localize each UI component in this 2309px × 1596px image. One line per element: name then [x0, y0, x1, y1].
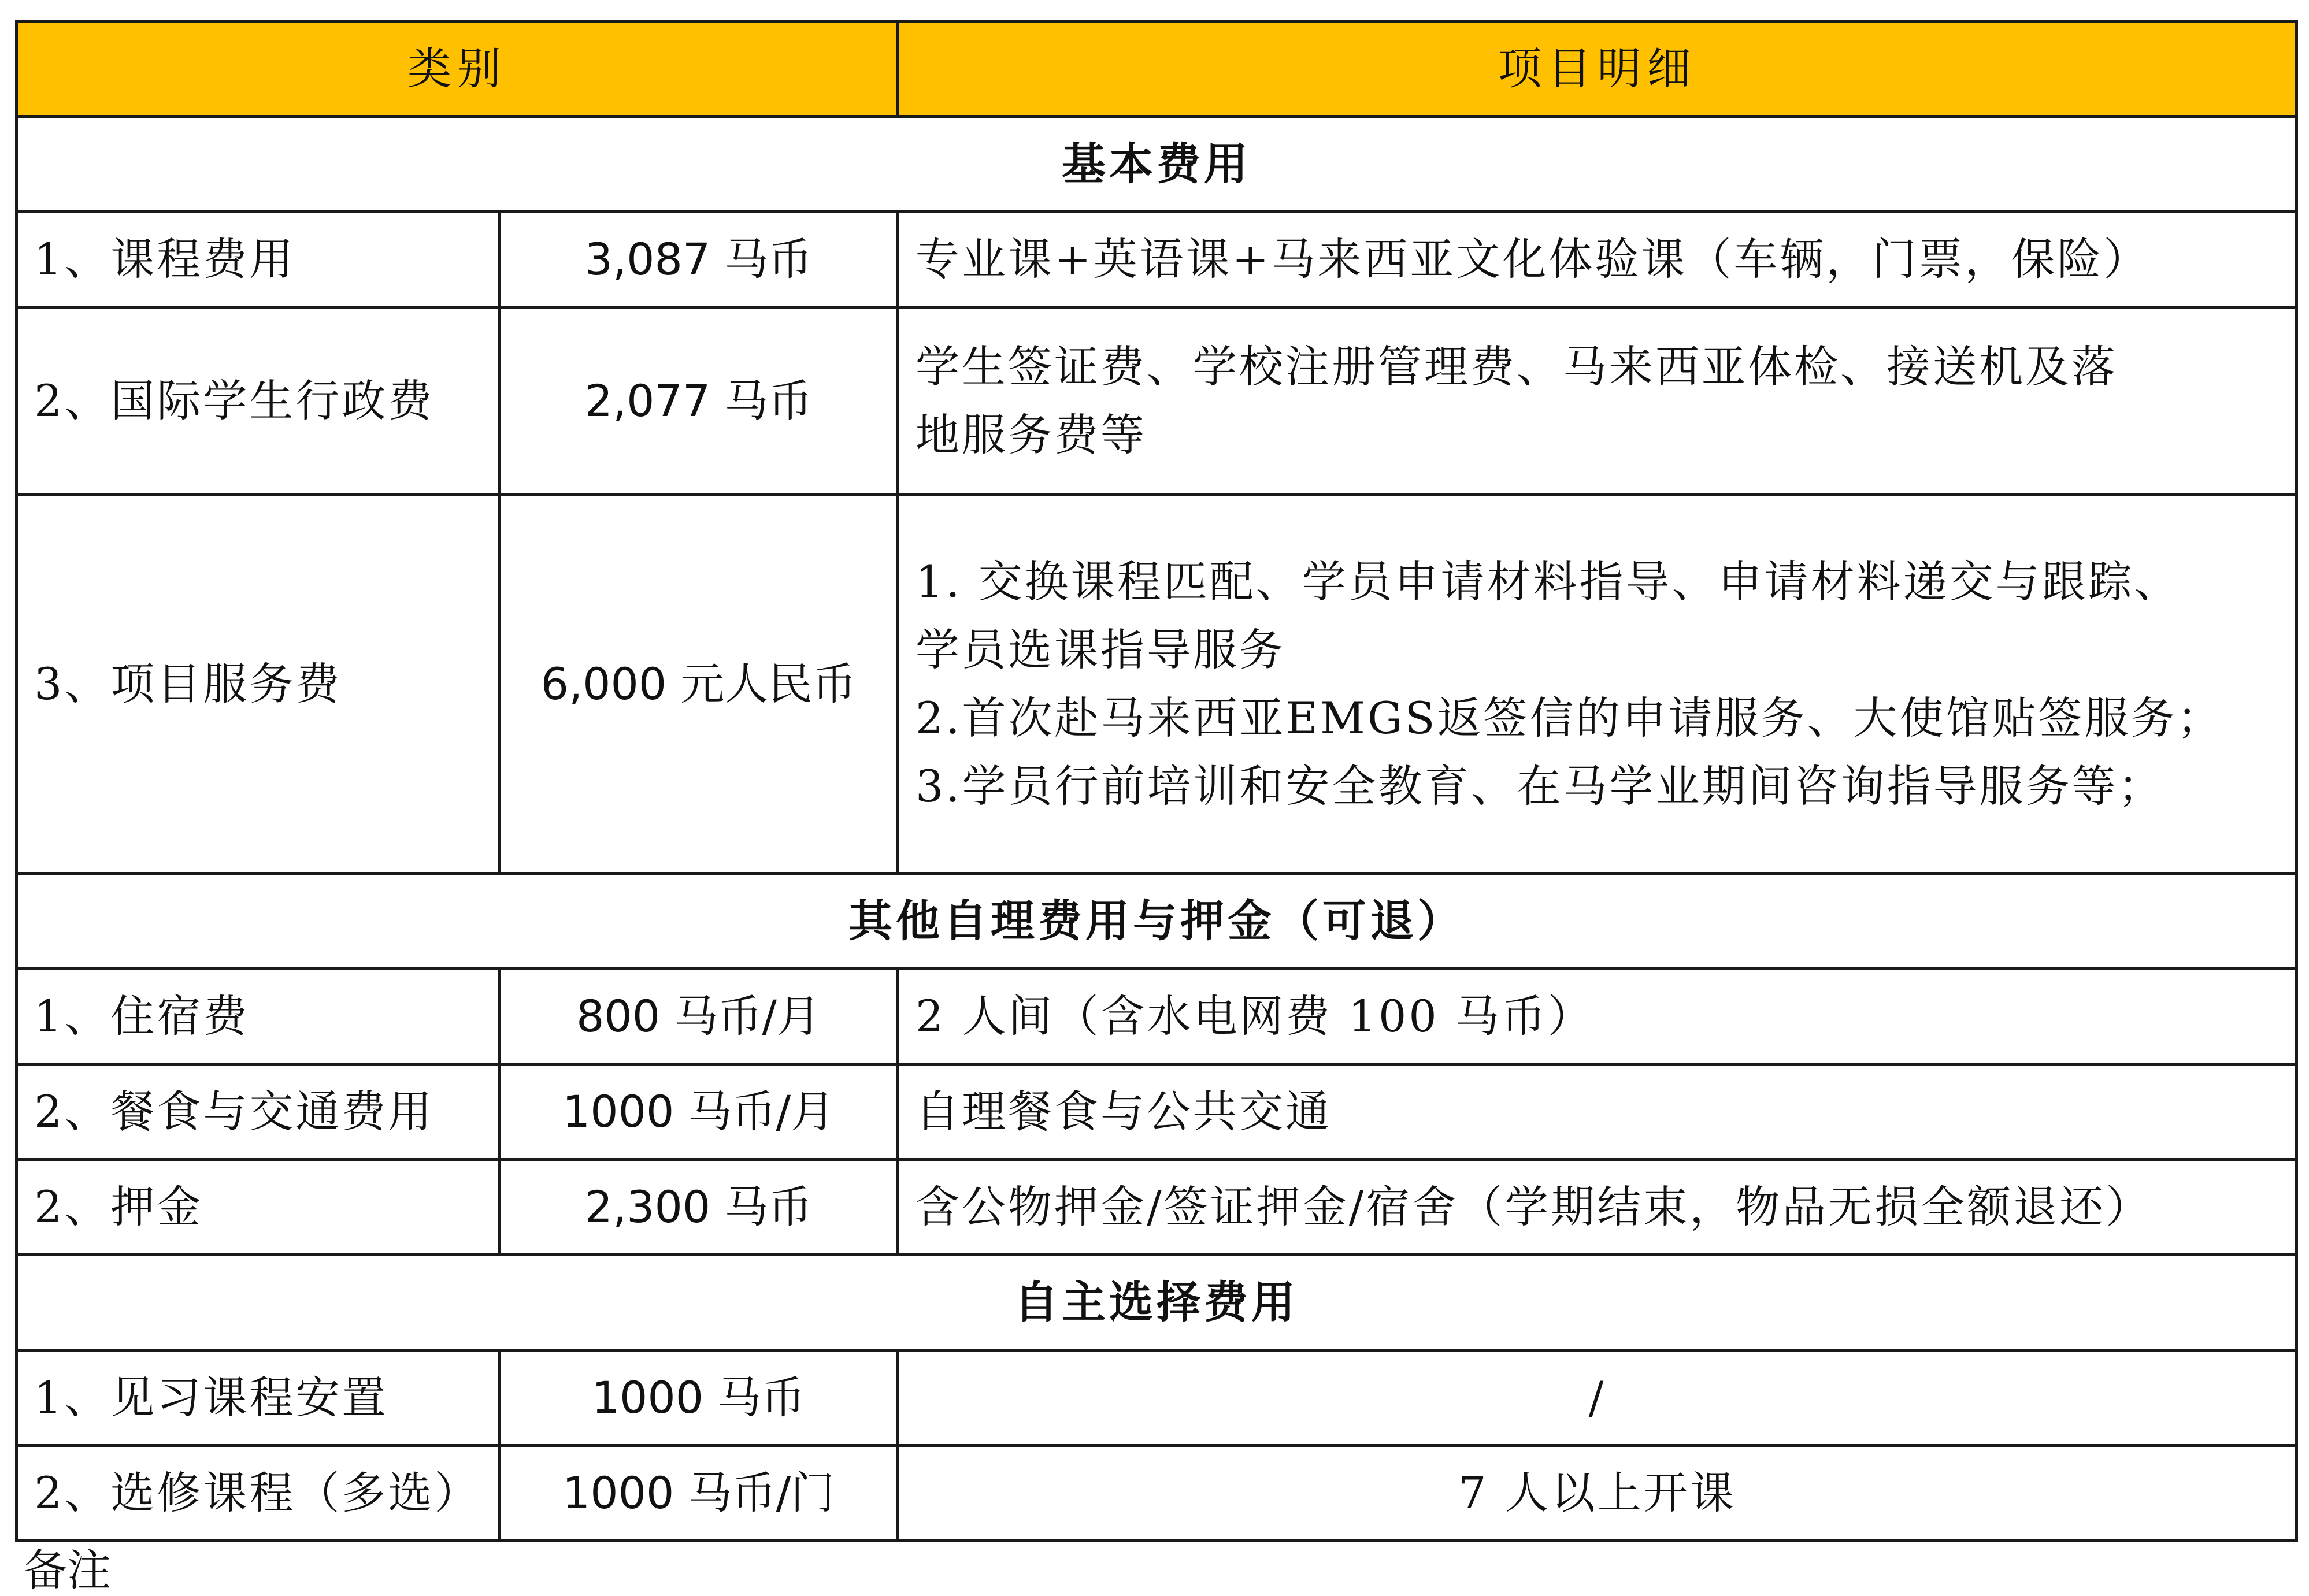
row-amount: 800 马币/月: [499, 969, 898, 1064]
detail-line: 含公物押金/签证押金/宿舍（学期结束，物品无损全额退还）: [916, 1181, 2152, 1233]
row-detail: [898, 212, 2297, 307]
row-category: 3、项目服务费: [17, 495, 499, 874]
detail-line: 1. 交换课程匹配、学员申请材料指导、申请材料递交与跟踪、: [916, 556, 2181, 608]
table-row: [17, 1350, 2297, 1446]
fee-table: [15, 20, 2298, 1542]
header-detail: 项目明细: [898, 21, 2297, 117]
row-amount: 1000 马币/月: [499, 1064, 898, 1160]
row-category: 1、课程费用: [17, 212, 499, 307]
section-title-row: [17, 1255, 2297, 1350]
detail-line: 学员选课指导服务: [916, 624, 1285, 676]
section-title-row: [17, 117, 2297, 212]
row-category: 2、选修课程（多选）: [17, 1446, 499, 1541]
table-row: [17, 1064, 2297, 1160]
section-title: 其他自理费用与押金（可退）: [17, 874, 2297, 969]
table-row: [17, 212, 2297, 307]
detail-line: 3.学员行前培训和安全教育、在马学业期间咨询指导服务等；: [916, 760, 2165, 812]
section-title: 基本费用: [17, 117, 2297, 212]
row-detail: [898, 495, 2297, 874]
row-amount: 6,000 元人民币: [499, 495, 898, 874]
header-category: 类别: [17, 21, 898, 117]
table-row: [17, 307, 2297, 495]
footnote: 备注: [23, 1545, 111, 1596]
detail-line: 2.首次赴马来西亚EMGS返签信的申请服务、大使馆贴签服务；: [916, 692, 2223, 744]
row-detail: [898, 969, 2297, 1064]
section-title: 自主选择费用: [17, 1255, 2297, 1350]
row-detail: [898, 1446, 2297, 1541]
table-row: [17, 969, 2297, 1064]
row-amount: 1000 马币/门: [499, 1446, 898, 1541]
row-detail: [898, 1350, 2297, 1446]
row-amount: 1000 马币: [499, 1350, 898, 1446]
row-category: 2、餐食与交通费用: [17, 1064, 499, 1160]
row-detail: [898, 1064, 2297, 1160]
row-amount: 2,077 马币: [499, 307, 898, 495]
detail-line: 7 人以上开课: [1458, 1467, 1736, 1519]
detail-line: 专业课+英语课+马来西亚文化体验课（车辆，门票，保险）: [916, 233, 2150, 285]
row-category: 2、国际学生行政费: [17, 307, 499, 495]
row-detail: [898, 1160, 2297, 1255]
row-category: 1、住宿费: [17, 969, 499, 1064]
table-row: [17, 1446, 2297, 1541]
section-title-row: [17, 874, 2297, 969]
row-amount: 2,300 马币: [499, 1160, 898, 1255]
detail-line: /: [1588, 1372, 1606, 1424]
table-header-row: [17, 21, 2297, 117]
table-row: [17, 495, 2297, 874]
table-row: [17, 1160, 2297, 1255]
detail-line: 自理餐食与公共交通: [916, 1086, 1332, 1138]
row-detail: [898, 307, 2297, 495]
row-category: 1、见习课程安置: [17, 1350, 499, 1446]
row-amount: 3,087 马币: [499, 212, 898, 307]
detail-line: 地服务费等: [916, 409, 1147, 461]
detail-line: 2 人间（含水电网费 100 马币）: [916, 990, 1594, 1042]
row-category: 2、押金: [17, 1160, 499, 1255]
detail-line: 学生签证费、学校注册管理费、马来西亚体检、接送机及落: [916, 341, 2118, 393]
